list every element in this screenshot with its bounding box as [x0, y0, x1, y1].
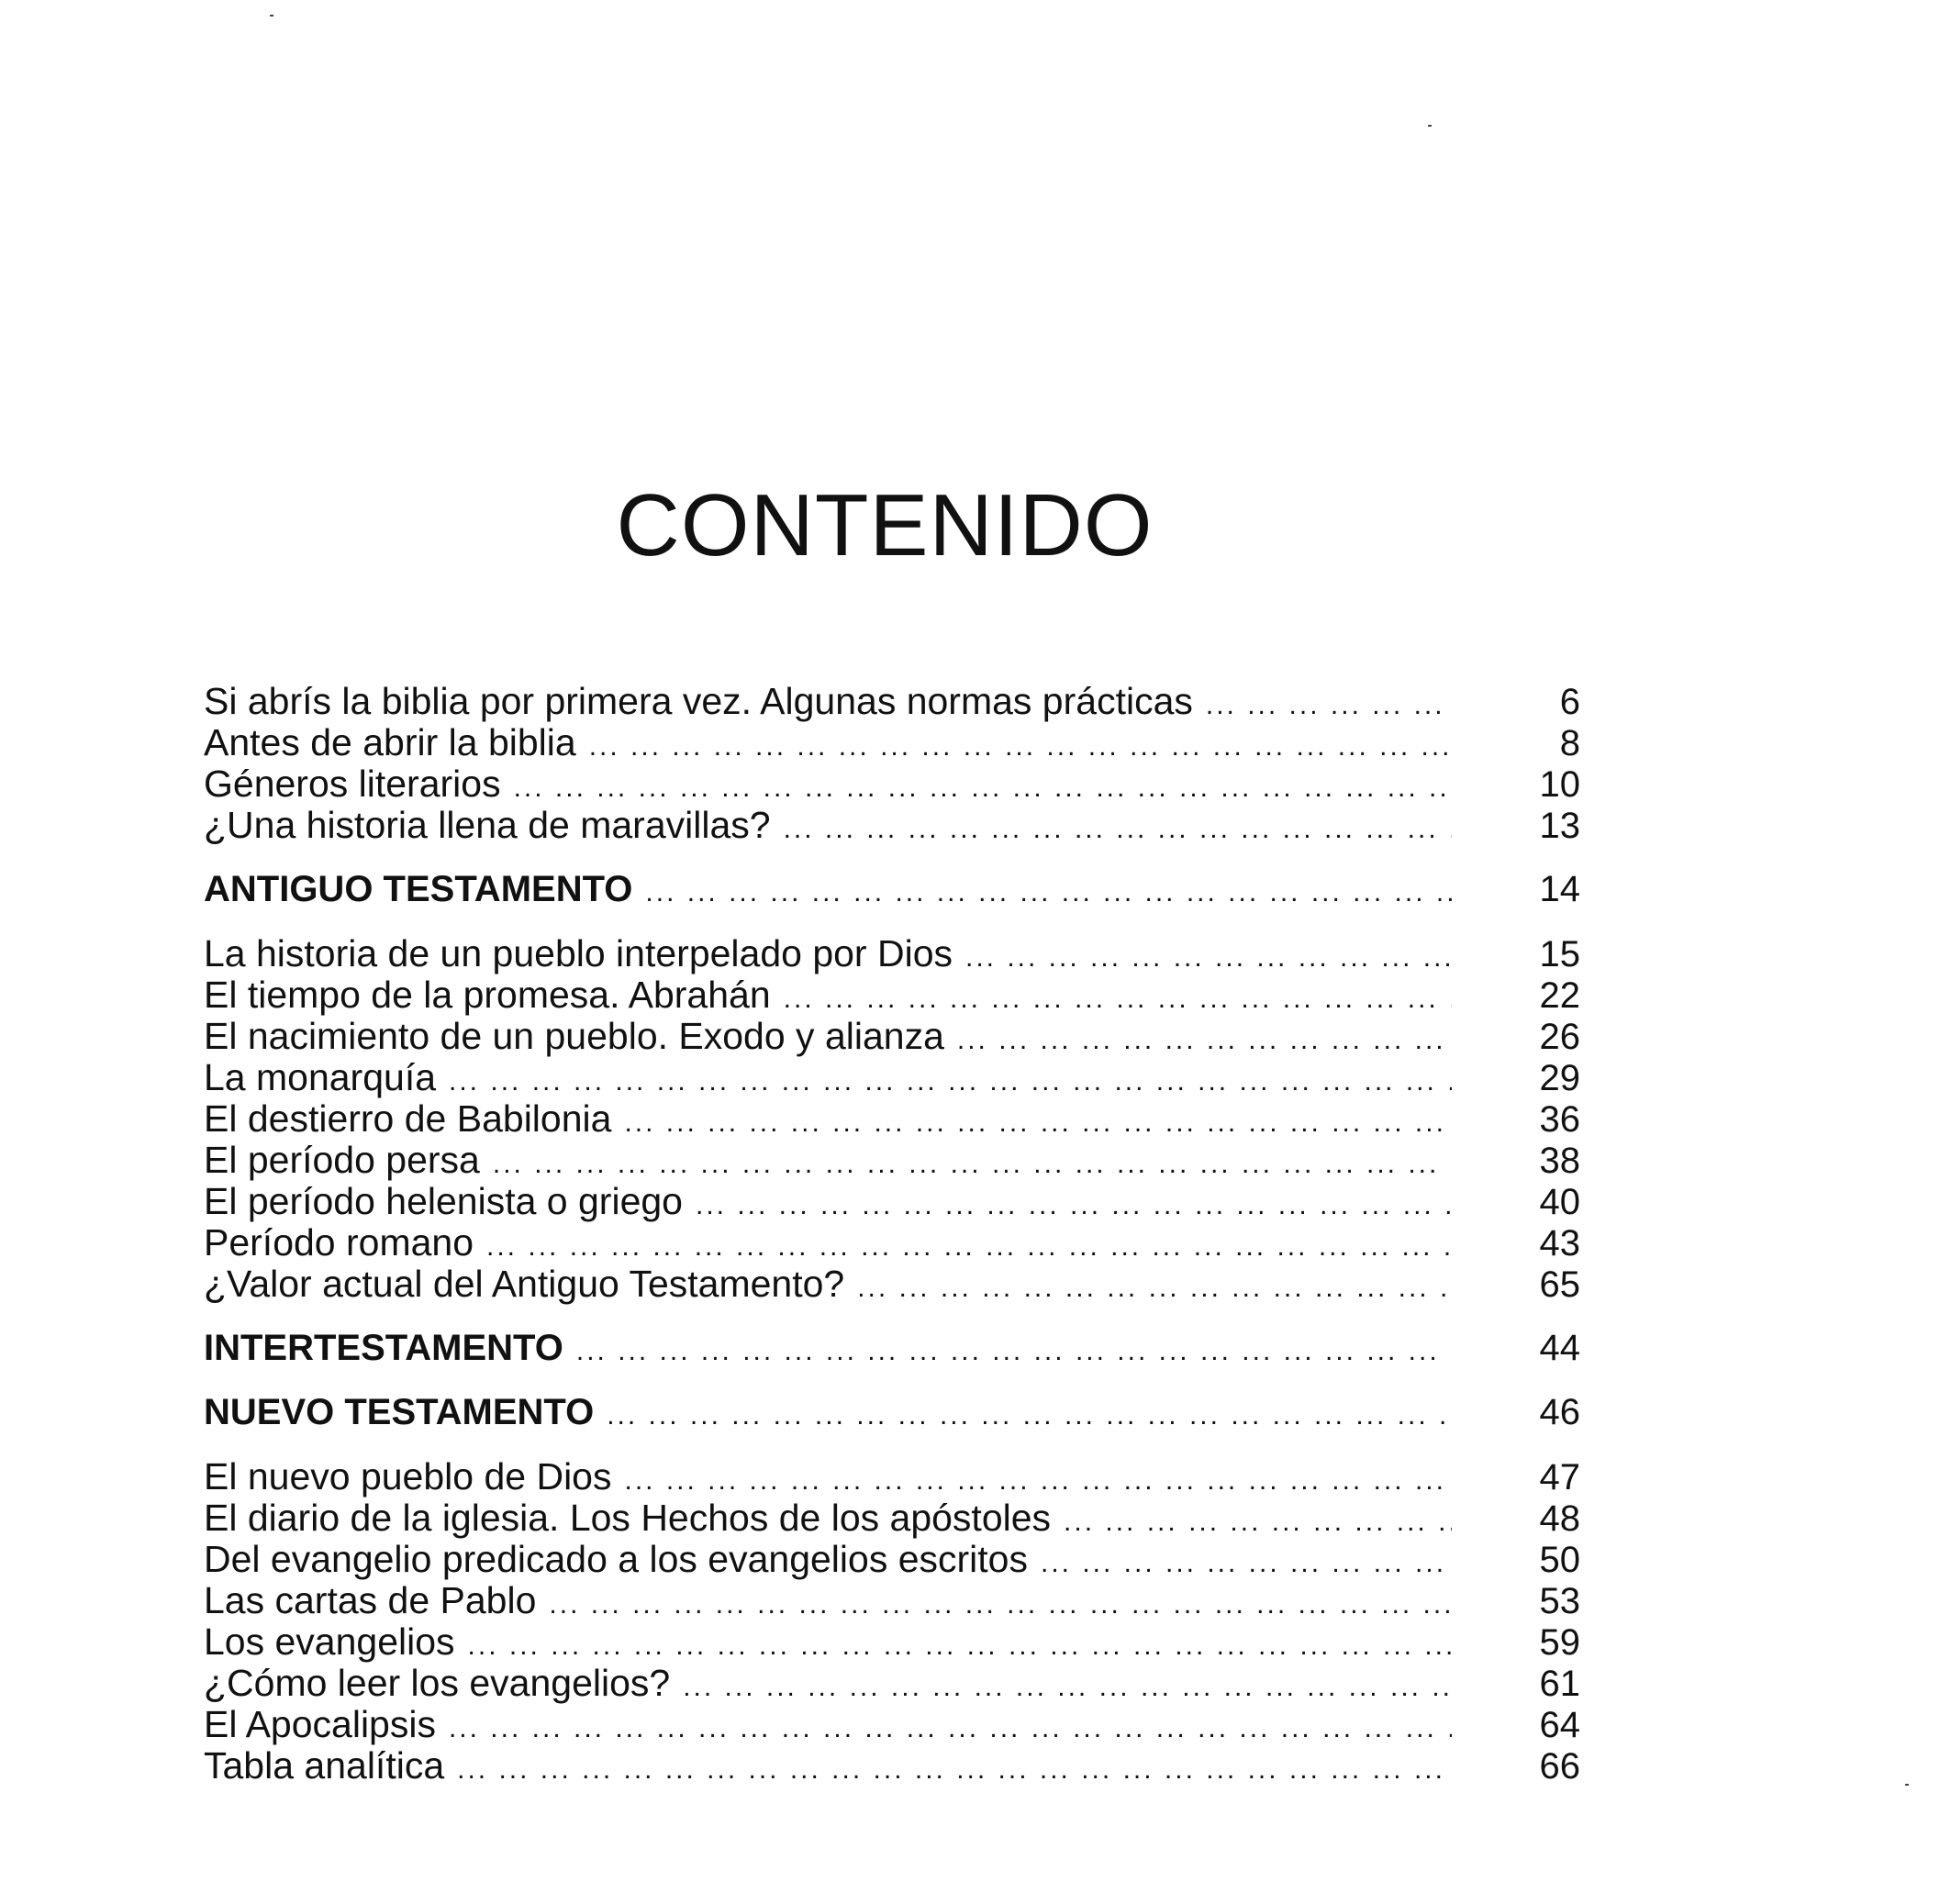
dot-leader: [957, 1019, 1452, 1061]
toc-entry-page: 15: [1539, 934, 1580, 974]
toc-entry-page: 65: [1539, 1264, 1580, 1305]
toc-group-intro: [204, 681, 1580, 846]
toc-entry-label: El período helenista o griego: [204, 1180, 683, 1222]
section-heading-page: 46: [1539, 1392, 1580, 1432]
toc-section-heading[interactable]: [204, 869, 1580, 910]
toc-entry-page: 8: [1559, 723, 1580, 763]
toc-entry[interactable]: [204, 1580, 1580, 1621]
dot-leader: [624, 1460, 1452, 1501]
toc-entry[interactable]: [204, 1057, 1580, 1098]
toc-entry[interactable]: [204, 1498, 1580, 1539]
toc-entry-page: 26: [1539, 1017, 1580, 1057]
dot-leader: [607, 1395, 1452, 1436]
toc-entry-page: 47: [1539, 1457, 1580, 1498]
scan-speck: [270, 15, 273, 17]
toc-entry-label: Antes de abrir la biblia: [204, 721, 576, 763]
dot-leader: [784, 978, 1452, 1019]
toc-entry[interactable]: [204, 1621, 1580, 1663]
toc-entry-label: Período romano: [204, 1221, 474, 1264]
dot-leader: [493, 1143, 1452, 1185]
toc-entry[interactable]: [204, 681, 1580, 722]
toc-entry-label: ¿Valor actual del Antiguo Testamento?: [204, 1263, 845, 1305]
toc-group-antiguo: [204, 933, 1580, 1305]
toc-entry-label: El nuevo pueblo de Dios: [204, 1455, 612, 1498]
section-heading-label: ANTIGUO TESTAMENTO: [204, 869, 633, 909]
dot-leader: [449, 1708, 1452, 1749]
toc-entry-page: 29: [1539, 1058, 1580, 1098]
section-heading-page: 14: [1539, 869, 1580, 909]
toc-entry[interactable]: [204, 933, 1580, 974]
dot-leader: [589, 726, 1452, 767]
toc-entry-page: 64: [1539, 1705, 1580, 1745]
dot-leader: [696, 1185, 1452, 1226]
toc-entry-label: Los evangelios: [204, 1620, 455, 1663]
toc-entry[interactable]: [204, 1456, 1580, 1498]
toc-entry[interactable]: [204, 1663, 1580, 1704]
dot-leader: [457, 1749, 1452, 1790]
scan-speck: [1905, 1784, 1909, 1786]
toc-entry[interactable]: [204, 1539, 1580, 1580]
toc-entry[interactable]: [204, 763, 1580, 805]
toc-entry-label: El destierro de Babilonia: [204, 1097, 612, 1140]
toc-entry[interactable]: [204, 722, 1580, 763]
dot-leader: [549, 1584, 1452, 1625]
dot-leader: [514, 767, 1452, 808]
toc-group-antiguo-heading: [204, 869, 1580, 910]
toc-entry-label: Las cartas de Pablo: [204, 1579, 537, 1621]
toc-entry-label: El diario de la iglesia. Los Hechos de los apóstoles: [204, 1497, 1052, 1539]
toc-entry[interactable]: [204, 974, 1580, 1016]
toc-entry-label: Géneros literarios: [204, 763, 501, 805]
dot-leader: [468, 1625, 1452, 1666]
toc-entry-page: 13: [1539, 806, 1580, 846]
toc-entry[interactable]: [204, 1016, 1580, 1057]
toc-entry-page: 50: [1539, 1540, 1580, 1580]
toc-entry-label: ¿Cómo leer los evangelios?: [204, 1662, 671, 1704]
toc-entry[interactable]: [204, 1222, 1580, 1264]
toc-entry-page: 48: [1539, 1498, 1580, 1539]
toc-section-heading[interactable]: [204, 1328, 1580, 1369]
toc-entry-label: El período persa: [204, 1139, 480, 1181]
toc-entry-page: 40: [1539, 1182, 1580, 1222]
toc-entry-page: 6: [1559, 682, 1580, 722]
toc-entry-page: 61: [1539, 1664, 1580, 1704]
toc-entry-label: La historia de un pueblo interpelado por Dios: [204, 932, 953, 974]
toc-entry-page: 59: [1539, 1622, 1580, 1663]
section-heading-page: 44: [1539, 1328, 1580, 1368]
dot-leader: [857, 1267, 1452, 1308]
dot-leader: [1064, 1501, 1452, 1542]
page-title: CONTENIDO: [616, 476, 1154, 574]
dot-leader: [486, 1226, 1452, 1267]
toc-entry[interactable]: [204, 1704, 1580, 1745]
toc-entry-page: 53: [1539, 1581, 1580, 1621]
toc-entry-page: 38: [1539, 1141, 1580, 1181]
dot-leader: [784, 808, 1452, 850]
dot-leader: [449, 1061, 1452, 1102]
table-of-contents: [204, 681, 1580, 1787]
toc-entry-label: El nacimiento de un pueblo. Exodo y alianza: [204, 1015, 944, 1057]
dot-leader: [624, 1102, 1452, 1143]
toc-entry-label: La monarquía: [204, 1056, 437, 1098]
toc-entry-page: 10: [1539, 764, 1580, 805]
toc-entry[interactable]: [204, 1181, 1580, 1222]
dot-leader: [576, 1331, 1452, 1372]
toc-entry-page: 36: [1539, 1099, 1580, 1140]
dot-leader: [645, 872, 1452, 913]
scan-speck: [1428, 125, 1432, 127]
section-heading-label: NUEVO TESTAMENTO: [204, 1392, 595, 1432]
toc-entry[interactable]: [204, 1140, 1580, 1181]
toc-entry-label: Si abrís la biblia por primera vez. Algunas normas prácticas: [204, 680, 1193, 722]
toc-entry-label: Del evangelio predicado a los evangelios escritos: [204, 1538, 1028, 1580]
dot-leader: [965, 937, 1452, 978]
toc-entry-label: ¿Una historia llena de maravillas?: [204, 804, 771, 846]
toc-entry[interactable]: [204, 1264, 1580, 1305]
toc-entry-page: 22: [1539, 975, 1580, 1016]
toc-entry-label: El Apocalipsis: [204, 1703, 436, 1745]
dot-leader: [683, 1666, 1452, 1708]
toc-entry-label: Tabla analítica: [204, 1744, 445, 1787]
toc-entry[interactable]: [204, 805, 1580, 846]
toc-group-nuevo: [204, 1456, 1580, 1787]
dot-leader: [1041, 1542, 1452, 1584]
toc-entry-page: 66: [1539, 1746, 1580, 1787]
toc-entry-page: 43: [1539, 1223, 1580, 1264]
toc-section-heading[interactable]: [204, 1392, 1580, 1433]
section-heading-label: INTERTESTAMENTO: [204, 1328, 563, 1368]
dot-leader: [1206, 685, 1452, 726]
toc-group-nuevo-heading: [204, 1392, 1580, 1433]
toc-entry-label: El tiempo de la promesa. Abrahán: [204, 974, 771, 1016]
toc-entry[interactable]: [204, 1098, 1580, 1140]
toc-entry[interactable]: [204, 1745, 1580, 1787]
toc-group-intertestamento-heading: [204, 1328, 1580, 1369]
